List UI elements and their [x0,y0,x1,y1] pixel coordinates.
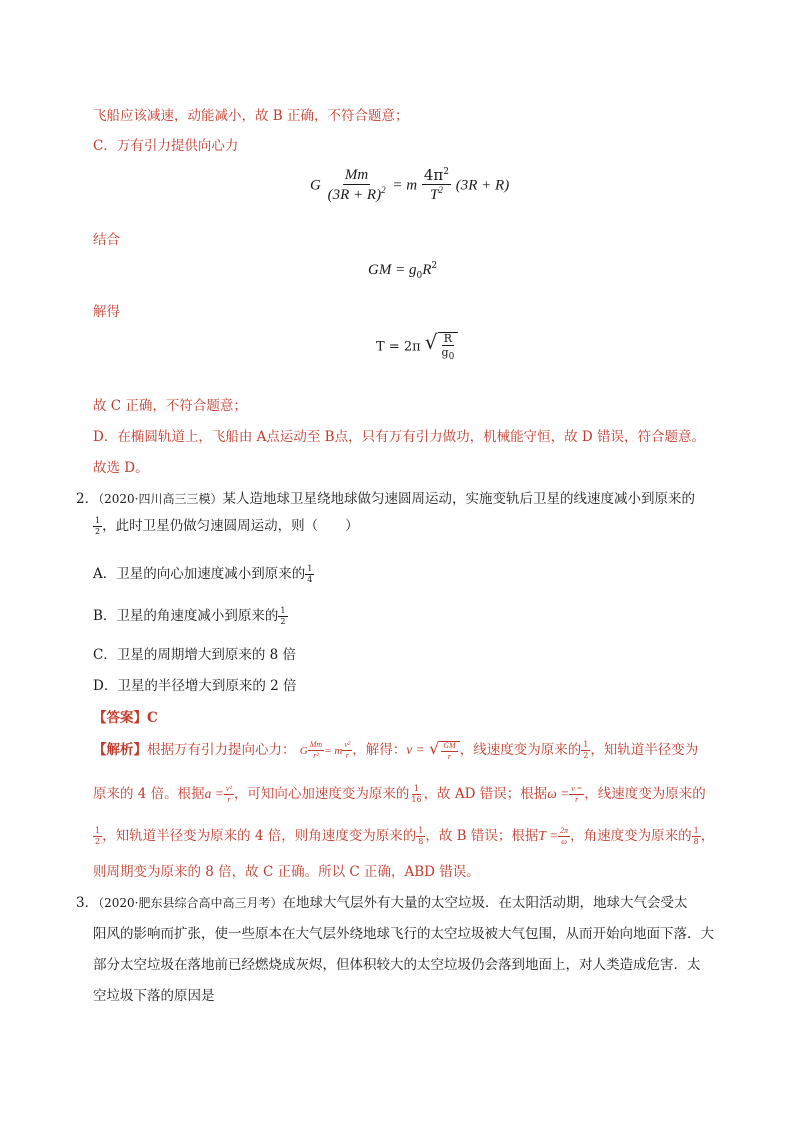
answer: 【答案】C [93,710,158,726]
analysis-line-2: 原来的 4 倍。根据a = $\frac{\text{v²}}{r}$ ，可知向心加速度变为原来的 $\frac{1}{16}$ ，故 AD 错误；根据ω = $\frac{v =}{r}$ ，线速度变为原来的 [93,784,706,804]
final-choice: 故选 D。 [93,460,149,476]
analysis-line-3: $\frac{1}{2}$ ，知轨道半径变为原来的 4 倍，则角速度变为原来的 $\frac{1}{8}$ ，故 B 错误；根据T = $\frac{2\pi}{\omega}$ ，角速度变为原来的 $\frac{1}{8}$ ， [95,826,715,846]
formula-period: T = 2π √ $\frac{R}{g_0}$ [376,332,458,362]
explanation-line-b: 飞船应该减速，动能减小，故 B 正确，不符合题意； [93,108,409,124]
option-a: A．卫星的向心加速度减小到原来的 $\frac{1}{4}$ [93,564,313,584]
explanation-line-c-correct: 故 C 正确，不符合题意； [93,398,247,414]
question-2-stem: 2．（2020·四川高三三模）某人造地球卫星绕地球做匀速圆周运动，实施变轨后卫星的线速度减小到原来的 [76,491,695,507]
label-jiehe: 结合 [93,232,120,248]
explanation-line-c: C．万有引力提供向心力 [93,138,239,154]
option-d: D．卫星的半径增大到原来的 2 倍 [93,678,297,694]
option-b: B．卫星的角速度减小到原来的 $\frac{1}{2}$ [93,606,286,626]
question-3-line-3: 部分太空垃圾在落地前已经燃烧成灰烬，但体积较大的太空垃圾仍会落到地面上，对人类造成危害．太 [93,957,701,973]
analysis-line-4: 则周期变为原来的 8 倍，故 C 正确。所以 C 正确，ABD 错误。 [93,864,480,880]
formula-gravity-centripetal: G $\frac{Mm}{(3R + R)^2}$ = m $\frac{4\pi^2}{T^2}$ (3R + R) [310,166,510,203]
question-3-line-2: 阳风的影响而扩张，使一些原本在大气层外绕地球飞行的太空垃圾被大气包围，从而开始向地面下落．大 [93,926,714,942]
analysis-line-1: 【解析】根据万有引力提向心力： G $\frac{Mm}{\text{r²}}$ = m $\frac{\text{v²}}{r}$ ，解得：v = √ $\frac{GM}{r}$ ，线速度变为原来的 $\frac{1}{2}$ ，知轨道半径变为 [93,738,699,761]
explanation-line-d: D．在椭圆轨道上，飞船由 A点运动至 B点，只有万有引力做功，机械能守恒，故 D 错误，符合题意。 [93,429,705,445]
question-3-line-1: 3．（2020·肥东县综合高中高三月考）在地球大气层外有大量的太空垃圾．在太阳活动期，地球大气会受太 [76,895,688,911]
question-2-stem-cont: $\frac{1}{2}$ ，此时卫星仍做匀速圆周运动，则（ ） [95,516,359,536]
label-jiede: 解得 [93,304,120,320]
question-3-line-4: 空垃圾下落的原因是 [93,988,215,1004]
formula-gm: GM = $g_0R^2$ [368,261,438,281]
option-c: C．卫星的周期增大到原来的 8 倍 [93,647,297,663]
